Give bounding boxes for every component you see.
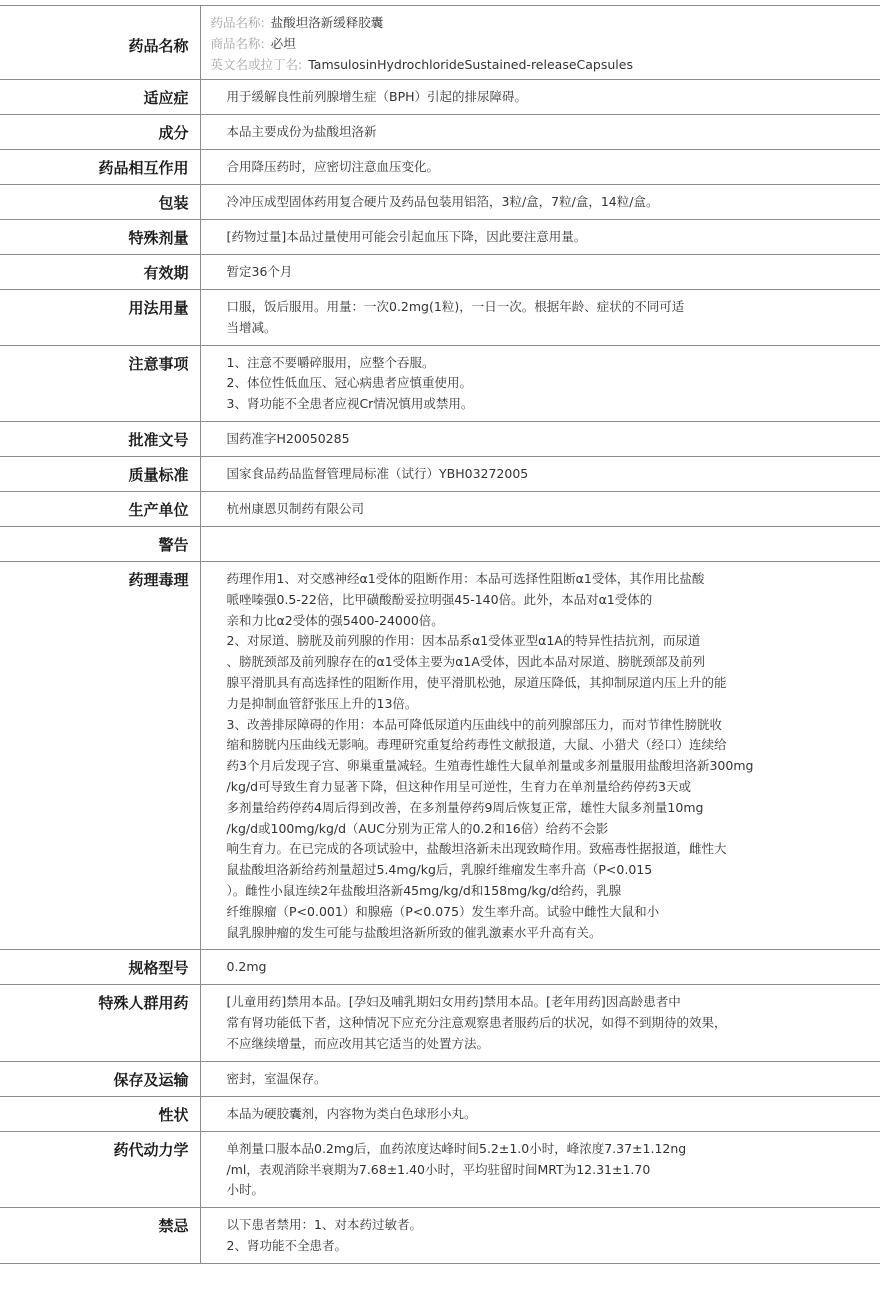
row-value (200, 290, 880, 346)
row-label: 禁忌 (0, 1208, 200, 1264)
drug-info-table (0, 5, 880, 1264)
row-label: 规格型号 (0, 950, 200, 985)
row-value (200, 561, 880, 949)
trade-name-label: 商品名称: (211, 36, 265, 51)
text-line: 暂定36个月 (227, 262, 871, 283)
text-line: /ml，表观消除半衰期为7.68±1.40小时，平均驻留时间MRT为12.31±1.70 (227, 1160, 871, 1181)
row-value (200, 950, 880, 985)
row-overdose (0, 220, 880, 255)
generic-name-label: 药品名称: (211, 15, 265, 30)
text-line: 冷冲压成型固体药用复合硬片及药品包装用铝箔，3粒/盒，7粒/盒，14粒/盒。 (227, 192, 871, 213)
row-value (200, 421, 880, 456)
generic-name-value: 盐酸坦洛新缓释胶囊 (271, 15, 384, 30)
row-value (200, 1208, 880, 1264)
english-name-label: 英文名或拉丁名: (211, 57, 303, 72)
row-package (0, 185, 880, 220)
text-line: 腺平滑肌具有高选择性的阻断作用，使平滑肌松弛，尿道压降低，其抑制尿道内压上升的能 (227, 673, 871, 694)
row-approval (0, 421, 880, 456)
row-appearance (0, 1096, 880, 1131)
text-line: 国家食品药品监督管理局标准（试行）YBH03272005 (227, 464, 871, 485)
text-line: [儿童用药]禁用本品。[孕妇及哺乳期妇女用药]禁用本品。[老年用药]因高龄患者中 (227, 992, 871, 1013)
row-label: 保存及运输 (0, 1061, 200, 1096)
text-line: 3、改善排尿障碍的作用：本品可降低尿道内压曲线中的前列腺部压力，而对节律性膀胱收 (227, 715, 871, 736)
row-label: 药品相互作用 (0, 150, 200, 185)
row-label: 批准文号 (0, 421, 200, 456)
text-line: 口服，饭后服用。用量：一次0.2mg(1粒)，一日一次。根据年龄、症状的不同可适 (227, 297, 871, 318)
row-label: 质量标准 (0, 456, 200, 491)
text-line: [药物过量]本品过量使用可能会引起血压下降，因此要注意用量。 (227, 227, 871, 248)
row-dosage (0, 290, 880, 346)
text-line: 纤维腺瘤（P<0.001）和腺癌（P<0.075）发生率升高。试验中雌性大鼠和小 (227, 902, 871, 923)
row-value (200, 6, 880, 80)
text-line: 2、肾功能不全患者。 (227, 1236, 871, 1257)
row-label: 特殊剂量 (0, 220, 200, 255)
row-value (200, 150, 880, 185)
text-line: 不应继续增量，而应改用其它适当的处置方法。 (227, 1034, 871, 1055)
row-value (200, 1131, 880, 1207)
row-special-groups (0, 985, 880, 1061)
text-line: 哌唑嗪强0.5-22倍，比甲磺酸酚妥拉明强45-140倍。此外，本品对α1受体的 (227, 590, 871, 611)
row-label: 注意事项 (0, 345, 200, 421)
row-label: 包装 (0, 185, 200, 220)
row-label: 适应症 (0, 80, 200, 115)
text-line: 2、对尿道、膀胱及前列腺的作用：因本品系α1受体亚型α1A的特异性拮抗剂，而尿道 (227, 631, 871, 652)
row-contraindications (0, 1208, 880, 1264)
row-label: 特殊人群用药 (0, 985, 200, 1061)
row-ingredients (0, 115, 880, 150)
row-warning (0, 526, 880, 561)
english-name-value: TamsulosinHydrochlorideSustained-releaseCapsules (308, 57, 633, 72)
row-interactions (0, 150, 880, 185)
row-label: 药理毒理 (0, 561, 200, 949)
row-indication (0, 80, 880, 115)
row-validity (0, 255, 880, 290)
text-line: 小时。 (227, 1180, 871, 1201)
row-value (200, 80, 880, 115)
text-line: 本品主要成份为盐酸坦洛新 (227, 122, 871, 143)
row-label: 成分 (0, 115, 200, 150)
row-label: 有效期 (0, 255, 200, 290)
row-value (200, 220, 880, 255)
row-manufacturer (0, 491, 880, 526)
trade-name-value: 必坦 (271, 36, 296, 51)
text-line: 本品为硬胶囊剂，内容物为类白色球形小丸。 (227, 1104, 871, 1125)
row-label: 警告 (0, 526, 200, 561)
row-value (200, 115, 880, 150)
text-line: /kg/d可导致生育力显著下降，但这种作用呈可逆性，生育力在单剂量给药停药3天或 (227, 777, 871, 798)
row-value (200, 985, 880, 1061)
row-storage (0, 1061, 880, 1096)
row-value (200, 345, 880, 421)
text-line: ）。雌性小鼠连续2年盐酸坦洛新45mg/kg/d和158mg/kg/d给药，乳腺 (227, 881, 871, 902)
text-line: 常有肾功能低下者，这种情况下应充分注意观察患者服药后的状况，如得不到期待的效果， (227, 1013, 871, 1034)
row-label: 用法用量 (0, 290, 200, 346)
text-line: /kg/d或100mg/kg/d（AUC分别为正常人的0.2和16倍）给药不会影 (227, 819, 871, 840)
row-value (200, 185, 880, 220)
text-line: 多剂量给药停药4周后得到改善，在多剂量停药9周后恢复正常，雄性大鼠多剂量10mg (227, 798, 871, 819)
row-label: 生产单位 (0, 491, 200, 526)
text-line: 药3个月后发现子宫、卵巢重量减轻。生殖毒性雄性大鼠单剂量或多剂量服用盐酸坦洛新300mg (227, 756, 871, 777)
row-value (200, 526, 880, 561)
text-line: 鼠盐酸坦洛新给药剂量超过5.4mg/kg后，乳腺纤维瘤发生率升高（P<0.015 (227, 860, 871, 881)
text-line: 鼠乳腺肿瘤的发生可能与盐酸坦洛新所致的催乳激素水平升高有关。 (227, 923, 871, 944)
row-precautions (0, 345, 880, 421)
row-value (200, 1096, 880, 1131)
text-line: 药理作用1、对交感神经α1受体的阻断作用：本品可选择性阻断α1受体，其作用比盐酸 (227, 569, 871, 590)
text-line: 密封，室温保存。 (227, 1069, 871, 1090)
text-line: 用于缓解良性前列腺增生症（BPH）引起的排尿障碍。 (227, 87, 871, 108)
row-value (200, 456, 880, 491)
drug-name-block (201, 6, 880, 79)
generic-name-line (211, 12, 880, 33)
row-pharmacology (0, 561, 880, 949)
text-line: 力是抑制血管舒张压上升的13倍。 (227, 694, 871, 715)
row-pharmacokinetics (0, 1131, 880, 1207)
text-line: 2、体位性低血压、冠心病患者应慎重使用。 (227, 373, 871, 394)
text-line: 响生育力。在已完成的各项试验中，盐酸坦洛新未出现致畸作用。致癌毒性据报道，雌性大 (227, 839, 871, 860)
text-line: 、膀胱颈部及前列腺存在的α1受体主要为α1A受体，因此本品对尿道、膀胱颈部及前列 (227, 652, 871, 673)
row-label: 性状 (0, 1096, 200, 1131)
text-line: 3、肾功能不全患者应视Cr情况慎用或禁用。 (227, 394, 871, 415)
text-line: 合用降压药时，应密切注意血压变化。 (227, 157, 871, 178)
text-line: 当增减。 (227, 318, 871, 339)
row-label: 药品名称 (0, 6, 200, 80)
text-line: 0.2mg (227, 957, 871, 978)
text-line: 单剂量口服本品0.2mg后，血药浓度达峰时间5.2±1.0小时，峰浓度7.37±1.12ng (227, 1139, 871, 1160)
text-line: 以下患者禁用：1、对本药过敏者。 (227, 1215, 871, 1236)
row-value (200, 255, 880, 290)
text-line: 缩和膀胱内压曲线无影响。毒理研究重复给药毒性文献报道，大鼠、小猎犬（经口）连续给 (227, 735, 871, 756)
row-label: 药代动力学 (0, 1131, 200, 1207)
row-drug-names (0, 6, 880, 80)
trade-name-line (211, 33, 880, 54)
row-value (200, 491, 880, 526)
row-value (200, 1061, 880, 1096)
text-line: 杭州康恩贝制药有限公司 (227, 499, 871, 520)
english-name-line (211, 54, 880, 75)
row-standard (0, 456, 880, 491)
text-line: 国药准字H20050285 (227, 429, 871, 450)
text-line: 1、注意不要嚼碎服用，应整个吞服。 (227, 353, 871, 374)
row-specification (0, 950, 880, 985)
text-line: 亲和力比α2受体的强5400-24000倍。 (227, 611, 871, 632)
